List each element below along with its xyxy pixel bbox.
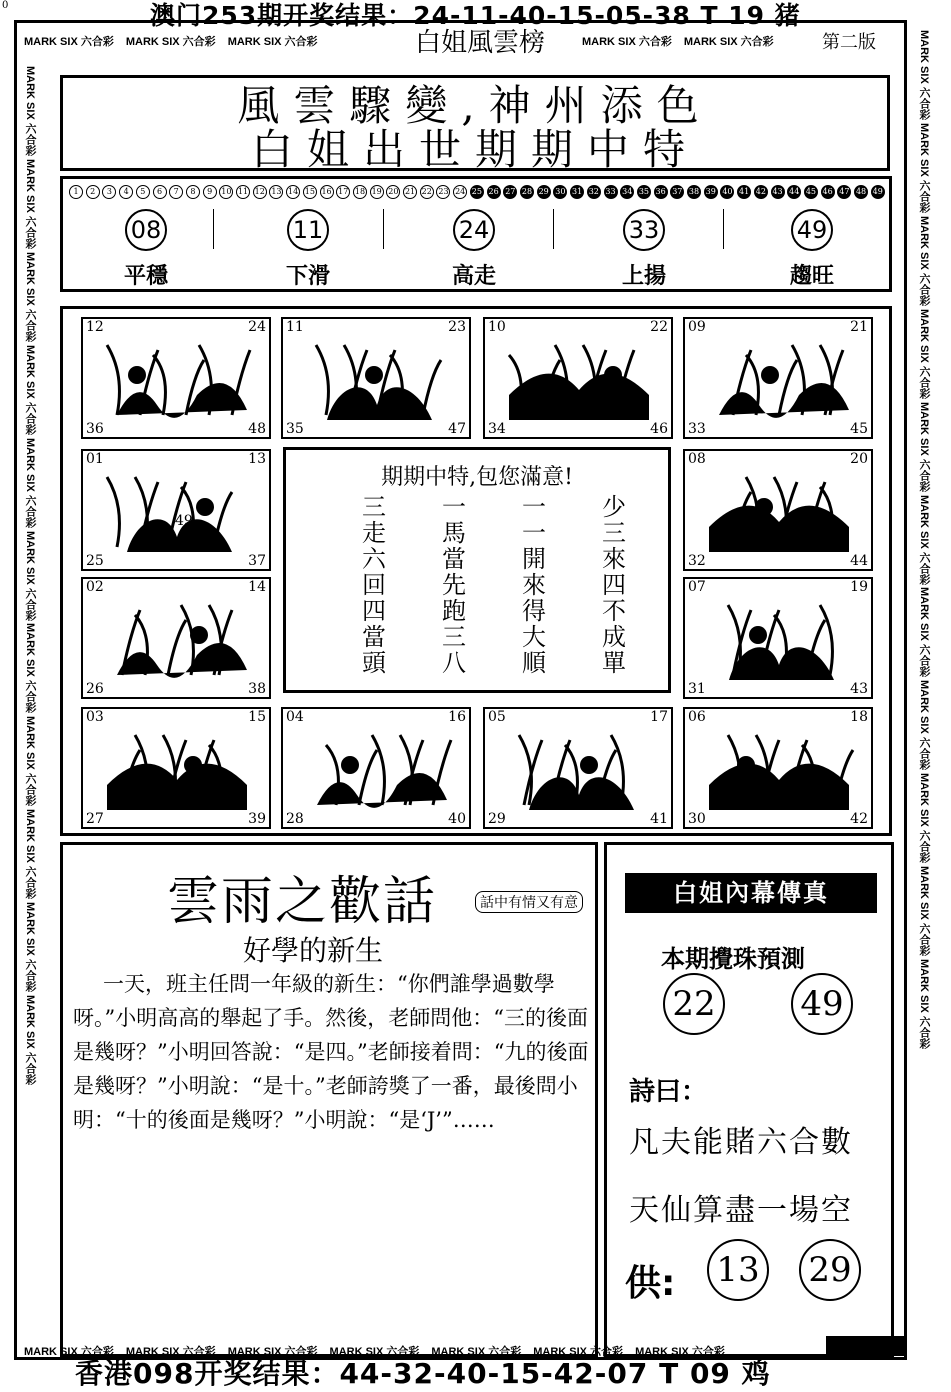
number-ball: 5 bbox=[136, 185, 150, 199]
strip-text: MARK SIX 六合彩 bbox=[918, 122, 930, 213]
number-ball: 19 bbox=[370, 185, 384, 199]
picture-number: 18 bbox=[850, 709, 868, 725]
poem-char: 走 bbox=[362, 519, 386, 547]
number-ball: 34 bbox=[620, 185, 634, 199]
picture-number: 47 bbox=[448, 421, 466, 437]
number-ball: 30 bbox=[553, 185, 567, 199]
number-ball: 20 bbox=[386, 185, 400, 199]
picture-number: 02 bbox=[86, 579, 104, 595]
ink-illustration-icon bbox=[97, 467, 259, 557]
figure-head bbox=[341, 756, 359, 774]
trend-col-3 bbox=[393, 209, 555, 290]
picture-number: 06 bbox=[688, 709, 706, 725]
picture-number: 43 bbox=[850, 681, 868, 697]
picture-number: 17 bbox=[650, 709, 668, 725]
picture-number: 27 bbox=[86, 811, 104, 827]
poem-column bbox=[522, 494, 546, 676]
number-ball: 49 bbox=[871, 185, 885, 199]
ink-blot bbox=[729, 647, 834, 680]
ink-blot bbox=[117, 383, 247, 418]
trend-label: 趨旺 bbox=[789, 264, 834, 289]
number-ball: 40 bbox=[720, 185, 734, 199]
strip-text: MARK SIX 六合彩 bbox=[227, 1346, 318, 1358]
strip-text: MARK SIX 六合彩 bbox=[918, 959, 930, 1049]
ink-stroke bbox=[107, 345, 119, 415]
number-ball: 9 bbox=[203, 185, 217, 199]
picture-number: 35 bbox=[286, 421, 304, 437]
strip-text: MARK SIX 六合彩 bbox=[24, 36, 114, 48]
figure-head bbox=[749, 626, 767, 644]
right-strip bbox=[912, 30, 934, 1340]
figure-head bbox=[755, 498, 773, 516]
number-ball: 31 bbox=[570, 185, 584, 199]
inside-banner: 白姐內幕傳真 bbox=[625, 873, 877, 913]
number-ball: 35 bbox=[637, 185, 651, 199]
poem-line-2: 天仙算盡一場空 bbox=[629, 1193, 853, 1228]
number-ball: 17 bbox=[336, 185, 350, 199]
ink-illustration-icon bbox=[499, 725, 661, 815]
poem-grid bbox=[362, 494, 626, 676]
trend-label: 高走 bbox=[451, 264, 496, 289]
figure-head bbox=[128, 366, 146, 384]
number-ball: 13 bbox=[269, 185, 283, 199]
ink-illustration-icon bbox=[97, 725, 259, 815]
strip-text: MARK SIX 六合彩 bbox=[918, 215, 930, 306]
picture-number: 19 bbox=[850, 579, 868, 595]
number-ball: 14 bbox=[286, 185, 300, 199]
trend-col-4 bbox=[563, 209, 725, 290]
number-ball: 22 bbox=[420, 185, 434, 199]
poem-char: 三 bbox=[442, 623, 466, 651]
poem-char: 一 bbox=[522, 519, 546, 547]
number-ball: 4 bbox=[119, 185, 133, 199]
joke-body: 一天，班主任問一年級的新生：“你們誰學過數學呀。”小明高高的舉起了手。然後，老師問他：“三的後面是幾呀？”小明回答說：“是四。”老師接着問：“九的後面是幾呀？”小明說：“是十。”老師誇獎了一番，最後問小明：“十的後面是幾呀？”小明說：“是‘J’”…… bbox=[73, 972, 589, 1132]
poem-char: 八 bbox=[442, 649, 466, 677]
number-ball: 41 bbox=[737, 185, 751, 199]
strip-text: MARK SIX 六合彩 bbox=[918, 401, 930, 492]
number-ball: 26 bbox=[487, 185, 501, 199]
picture-number: 38 bbox=[248, 681, 266, 697]
gong-label: 供: bbox=[625, 1263, 676, 1304]
number-ball: 6 bbox=[153, 185, 167, 199]
divider bbox=[723, 209, 724, 249]
poem-char: 六 bbox=[362, 545, 386, 573]
number-ball: 18 bbox=[353, 185, 367, 199]
strip-text: MARK SIX 六合彩 bbox=[918, 587, 930, 678]
picture-number: 36 bbox=[86, 421, 104, 437]
picture-number: 46 bbox=[650, 421, 668, 437]
trend-number: 49 bbox=[791, 209, 833, 251]
number-strip bbox=[69, 185, 885, 201]
strip-text: MARK SIX 六合彩 bbox=[24, 623, 36, 714]
ink-stroke bbox=[372, 735, 384, 805]
poem-char: 單 bbox=[602, 649, 626, 677]
strip-text: MARK SIX 六合彩 bbox=[431, 1346, 522, 1358]
gong-number: 13 bbox=[707, 1239, 769, 1301]
page-title: 白姐風雲榜 bbox=[414, 28, 545, 58]
zodiac-picture bbox=[81, 577, 271, 699]
joke-title: 雲雨之歡話 bbox=[167, 872, 438, 932]
number-ball: 3 bbox=[102, 185, 116, 199]
poem-char: 四 bbox=[602, 571, 626, 599]
figure-head bbox=[737, 756, 755, 774]
hk-result-line: 香港098开奖结果：44-32-40-15-42-07 T 09 鸡 bbox=[75, 1357, 771, 1390]
zodiac-picture bbox=[683, 317, 873, 439]
strip-text: MARK SIX 六合彩 bbox=[24, 995, 36, 1085]
ink-illustration-icon bbox=[297, 725, 459, 815]
strip-text: MARK SIX 六合彩 bbox=[24, 158, 36, 249]
poem-char: 來 bbox=[602, 545, 626, 573]
joke-subtitle: 好學的新生 bbox=[243, 934, 384, 967]
ink-blot bbox=[509, 374, 649, 420]
figure-head bbox=[580, 756, 598, 774]
picture-number: 31 bbox=[688, 681, 706, 697]
ink-illustration-icon bbox=[97, 595, 259, 685]
number-ball: 42 bbox=[754, 185, 768, 199]
zodiac-picture bbox=[683, 449, 873, 571]
number-ball: 36 bbox=[654, 185, 668, 199]
picture-number: 14 bbox=[248, 579, 266, 595]
ink-illustration-icon bbox=[699, 335, 861, 425]
ink-illustration-icon bbox=[699, 595, 861, 685]
picture-number: 24 bbox=[248, 319, 266, 335]
number-ball: 11 bbox=[236, 185, 250, 199]
poem-char: 三 bbox=[602, 519, 626, 547]
figure-head bbox=[365, 366, 383, 384]
divider bbox=[213, 209, 214, 249]
poem-char: 少 bbox=[602, 493, 626, 521]
black-bar bbox=[826, 1336, 904, 1356]
figure-head bbox=[184, 756, 202, 774]
strip-text: MARK SIX 六合彩 bbox=[24, 251, 36, 342]
picture-number: 40 bbox=[448, 811, 466, 827]
strip-text: MARK SIX 六合彩 bbox=[918, 30, 930, 120]
picture-number: 16 bbox=[448, 709, 466, 725]
number-ball: 24 bbox=[453, 185, 467, 199]
zodiac-picture bbox=[483, 707, 673, 829]
picture-number: 05 bbox=[488, 709, 506, 725]
number-ball: 25 bbox=[470, 185, 484, 199]
number-ball: 23 bbox=[436, 185, 450, 199]
poem-line-1: 凡夫能賭六合數 bbox=[629, 1125, 853, 1160]
strip-text: MARK SIX 六合彩 bbox=[125, 1346, 216, 1358]
picture-number: 03 bbox=[86, 709, 104, 725]
figure-head bbox=[196, 498, 214, 516]
picture-number: 22 bbox=[650, 319, 668, 335]
poem-char: 馬 bbox=[442, 519, 466, 547]
ink-stroke bbox=[168, 620, 186, 675]
picture-number: 39 bbox=[248, 811, 266, 827]
trend-number: 11 bbox=[287, 209, 329, 251]
number-ball: 8 bbox=[186, 185, 200, 199]
poem-char: 跑 bbox=[442, 597, 466, 625]
strip-text: MARK SIX 六合彩 bbox=[918, 680, 930, 771]
poem-char: 三 bbox=[362, 493, 386, 521]
picture-number: 34 bbox=[488, 421, 506, 437]
picture-number: 04 bbox=[286, 709, 304, 725]
trend-number: 08 bbox=[125, 209, 167, 251]
slogan-line-2: 白姐出世期期中特 bbox=[250, 125, 699, 174]
ink-illustration-icon bbox=[297, 335, 459, 425]
figure-head bbox=[761, 366, 779, 384]
strip-text: MARK SIX 六合彩 bbox=[24, 66, 36, 156]
poem-char: 得 bbox=[522, 597, 546, 625]
trend-number: 33 bbox=[623, 209, 665, 251]
divider bbox=[553, 209, 554, 249]
poem-char: 大 bbox=[522, 623, 546, 651]
picture-number: 20 bbox=[850, 451, 868, 467]
picture-number: 11 bbox=[286, 319, 304, 335]
strip-text: MARK SIX 六合彩 bbox=[24, 344, 36, 435]
ink-blot bbox=[117, 643, 247, 678]
strip-text: MARK SIX 六合彩 bbox=[24, 809, 36, 900]
slogan-line-1: 風雲驟變,神州添色 bbox=[237, 81, 713, 130]
ink-illustration-icon bbox=[499, 335, 661, 425]
macau-result-line: 澳门253期开奖结果：24-11-40-15-05-38 T 19 猪 bbox=[150, 1, 801, 30]
picture-number: 30 bbox=[688, 811, 706, 827]
joke-tag: 話中有情又有意 bbox=[475, 891, 583, 913]
trend-box bbox=[60, 176, 892, 292]
picture-number: 01 bbox=[86, 451, 104, 467]
zodiac-picture bbox=[81, 449, 271, 571]
picture-number: 15 bbox=[248, 709, 266, 725]
zodiac-picture bbox=[683, 577, 873, 699]
poem-char: 回 bbox=[362, 571, 386, 599]
poem-char: 四 bbox=[362, 597, 386, 625]
number-ball: 15 bbox=[303, 185, 317, 199]
number-ball: 39 bbox=[704, 185, 718, 199]
strip-text: MARK SIX 六合彩 bbox=[24, 1346, 114, 1358]
picture-number: 13 bbox=[248, 451, 266, 467]
number-ball: 16 bbox=[320, 185, 334, 199]
number-ball: 21 bbox=[403, 185, 417, 199]
strip-text: MARK SIX 六合彩 bbox=[125, 36, 216, 48]
picture-number: 33 bbox=[688, 421, 706, 437]
poem-column bbox=[442, 494, 466, 676]
number-ball: 27 bbox=[503, 185, 517, 199]
strip-text: MARK SIX 六合彩 bbox=[918, 494, 930, 585]
zodiac-picture-panel bbox=[60, 306, 892, 836]
number-ball: 45 bbox=[804, 185, 818, 199]
ink-illustration-icon bbox=[699, 725, 861, 815]
picture-number: 08 bbox=[688, 451, 706, 467]
top-strip-right bbox=[580, 30, 816, 52]
gong-number: 29 bbox=[799, 1239, 861, 1301]
picture-number: 23 bbox=[448, 319, 466, 335]
poem-label: 詩曰： bbox=[629, 1077, 708, 1107]
picture-number: 28 bbox=[286, 811, 304, 827]
figure-head bbox=[190, 626, 208, 644]
picture-number: 37 bbox=[248, 553, 266, 569]
strip-text: MARK SIX 六合彩 bbox=[329, 1346, 420, 1358]
joke-box bbox=[60, 842, 598, 1357]
edition-label: 第二版 bbox=[822, 32, 876, 53]
ink-stroke bbox=[107, 477, 119, 547]
picture-number: 32 bbox=[688, 553, 706, 569]
strip-text: MARK SIX 六合彩 bbox=[683, 36, 774, 48]
ink-stroke bbox=[316, 345, 328, 415]
slogan-box bbox=[60, 75, 890, 174]
trend-col-5 bbox=[731, 209, 893, 290]
number-ball: 7 bbox=[169, 185, 183, 199]
figure-head bbox=[604, 366, 622, 384]
picture-number: 09 bbox=[688, 319, 706, 335]
ink-stroke bbox=[423, 360, 441, 415]
trend-col-1 bbox=[65, 209, 227, 290]
poem-heading: 期期中特,包您滿意! bbox=[381, 465, 573, 490]
number-ball: 44 bbox=[787, 185, 801, 199]
picture-number: 12 bbox=[86, 319, 104, 335]
poem-char: 一 bbox=[522, 493, 546, 521]
strip-text: MARK SIX 六合彩 bbox=[227, 36, 318, 48]
picture-number: 49 bbox=[175, 513, 193, 529]
strip-text: MARK SIX 六合彩 bbox=[635, 1346, 725, 1358]
trend-label: 上揚 bbox=[621, 264, 666, 289]
ink-blot bbox=[529, 777, 634, 810]
number-ball: 12 bbox=[253, 185, 267, 199]
predict-title: 本期攪珠預測 bbox=[661, 945, 805, 973]
poem-box bbox=[283, 447, 671, 693]
top-strip-left bbox=[22, 30, 382, 52]
number-ball: 29 bbox=[537, 185, 551, 199]
poem-char: 先 bbox=[442, 571, 466, 599]
strip-text: MARK SIX 六合彩 bbox=[918, 308, 930, 399]
trend-col-2 bbox=[227, 209, 389, 290]
number-ball: 38 bbox=[687, 185, 701, 199]
divider bbox=[383, 209, 384, 249]
number-ball: 46 bbox=[821, 185, 835, 199]
poem-char: 不 bbox=[602, 597, 626, 625]
picture-number: 29 bbox=[488, 811, 506, 827]
number-ball: 48 bbox=[854, 185, 868, 199]
ink-blot bbox=[709, 764, 849, 810]
zodiac-picture bbox=[81, 317, 271, 439]
trend-number: 24 bbox=[453, 209, 495, 251]
poem-char: 當 bbox=[442, 545, 466, 573]
number-ball: 1 bbox=[69, 185, 83, 199]
number-ball: 2 bbox=[86, 185, 100, 199]
strip-text: MARK SIX 六合彩 bbox=[582, 36, 672, 48]
poem-char: 一 bbox=[442, 493, 466, 521]
ink-illustration-icon bbox=[699, 467, 861, 557]
number-ball: 33 bbox=[604, 185, 618, 199]
left-strip bbox=[22, 66, 40, 1336]
zodiac-picture bbox=[281, 707, 471, 829]
trend-label: 下滑 bbox=[285, 264, 330, 289]
poem-column bbox=[602, 494, 626, 676]
number-ball: 43 bbox=[771, 185, 785, 199]
picture-number: 26 bbox=[86, 681, 104, 697]
poem-char: 頭 bbox=[362, 649, 386, 677]
number-ball: 37 bbox=[670, 185, 684, 199]
picture-number: 48 bbox=[248, 421, 266, 437]
poem-char: 開 bbox=[522, 545, 546, 573]
picture-number: 45 bbox=[850, 421, 868, 437]
corner-mark: 0 bbox=[2, 0, 9, 11]
number-ball: 28 bbox=[520, 185, 534, 199]
zodiac-picture bbox=[281, 317, 471, 439]
strip-text: MARK SIX 六合彩 bbox=[24, 437, 36, 528]
zodiac-picture bbox=[81, 707, 271, 829]
poem-char: 成 bbox=[602, 623, 626, 651]
ink-stroke bbox=[359, 750, 377, 805]
picture-number: 42 bbox=[850, 811, 868, 827]
number-ball: 10 bbox=[219, 185, 233, 199]
zodiac-picture bbox=[483, 317, 673, 439]
poem-column bbox=[362, 494, 386, 676]
predict-number: 22 bbox=[663, 973, 725, 1035]
strip-text: MARK SIX 六合彩 bbox=[918, 866, 930, 956]
picture-number: 41 bbox=[650, 811, 668, 827]
poem-char: 來 bbox=[522, 571, 546, 599]
strip-text: MARK SIX 六合彩 bbox=[24, 902, 36, 992]
strip-text: MARK SIX 六合彩 bbox=[24, 716, 36, 807]
poem-char: 順 bbox=[522, 649, 546, 677]
strip-text: MARK SIX 六合彩 bbox=[533, 1346, 624, 1358]
predict-number: 49 bbox=[791, 973, 853, 1035]
picture-number: 10 bbox=[488, 319, 506, 335]
strip-text: MARK SIX 六合彩 bbox=[24, 530, 36, 621]
number-ball: 47 bbox=[837, 185, 851, 199]
picture-number: 25 bbox=[86, 553, 104, 569]
zodiac-picture bbox=[683, 707, 873, 829]
picture-number: 07 bbox=[688, 579, 706, 595]
strip-text: MARK SIX 六合彩 bbox=[918, 773, 930, 864]
inside-info-box bbox=[604, 842, 894, 1357]
number-ball: 32 bbox=[587, 185, 601, 199]
picture-number: 44 bbox=[850, 553, 868, 569]
trend-label: 平穩 bbox=[123, 264, 168, 289]
picture-number: 21 bbox=[850, 319, 868, 335]
poem-char: 當 bbox=[362, 623, 386, 651]
ink-illustration-icon bbox=[97, 335, 259, 425]
